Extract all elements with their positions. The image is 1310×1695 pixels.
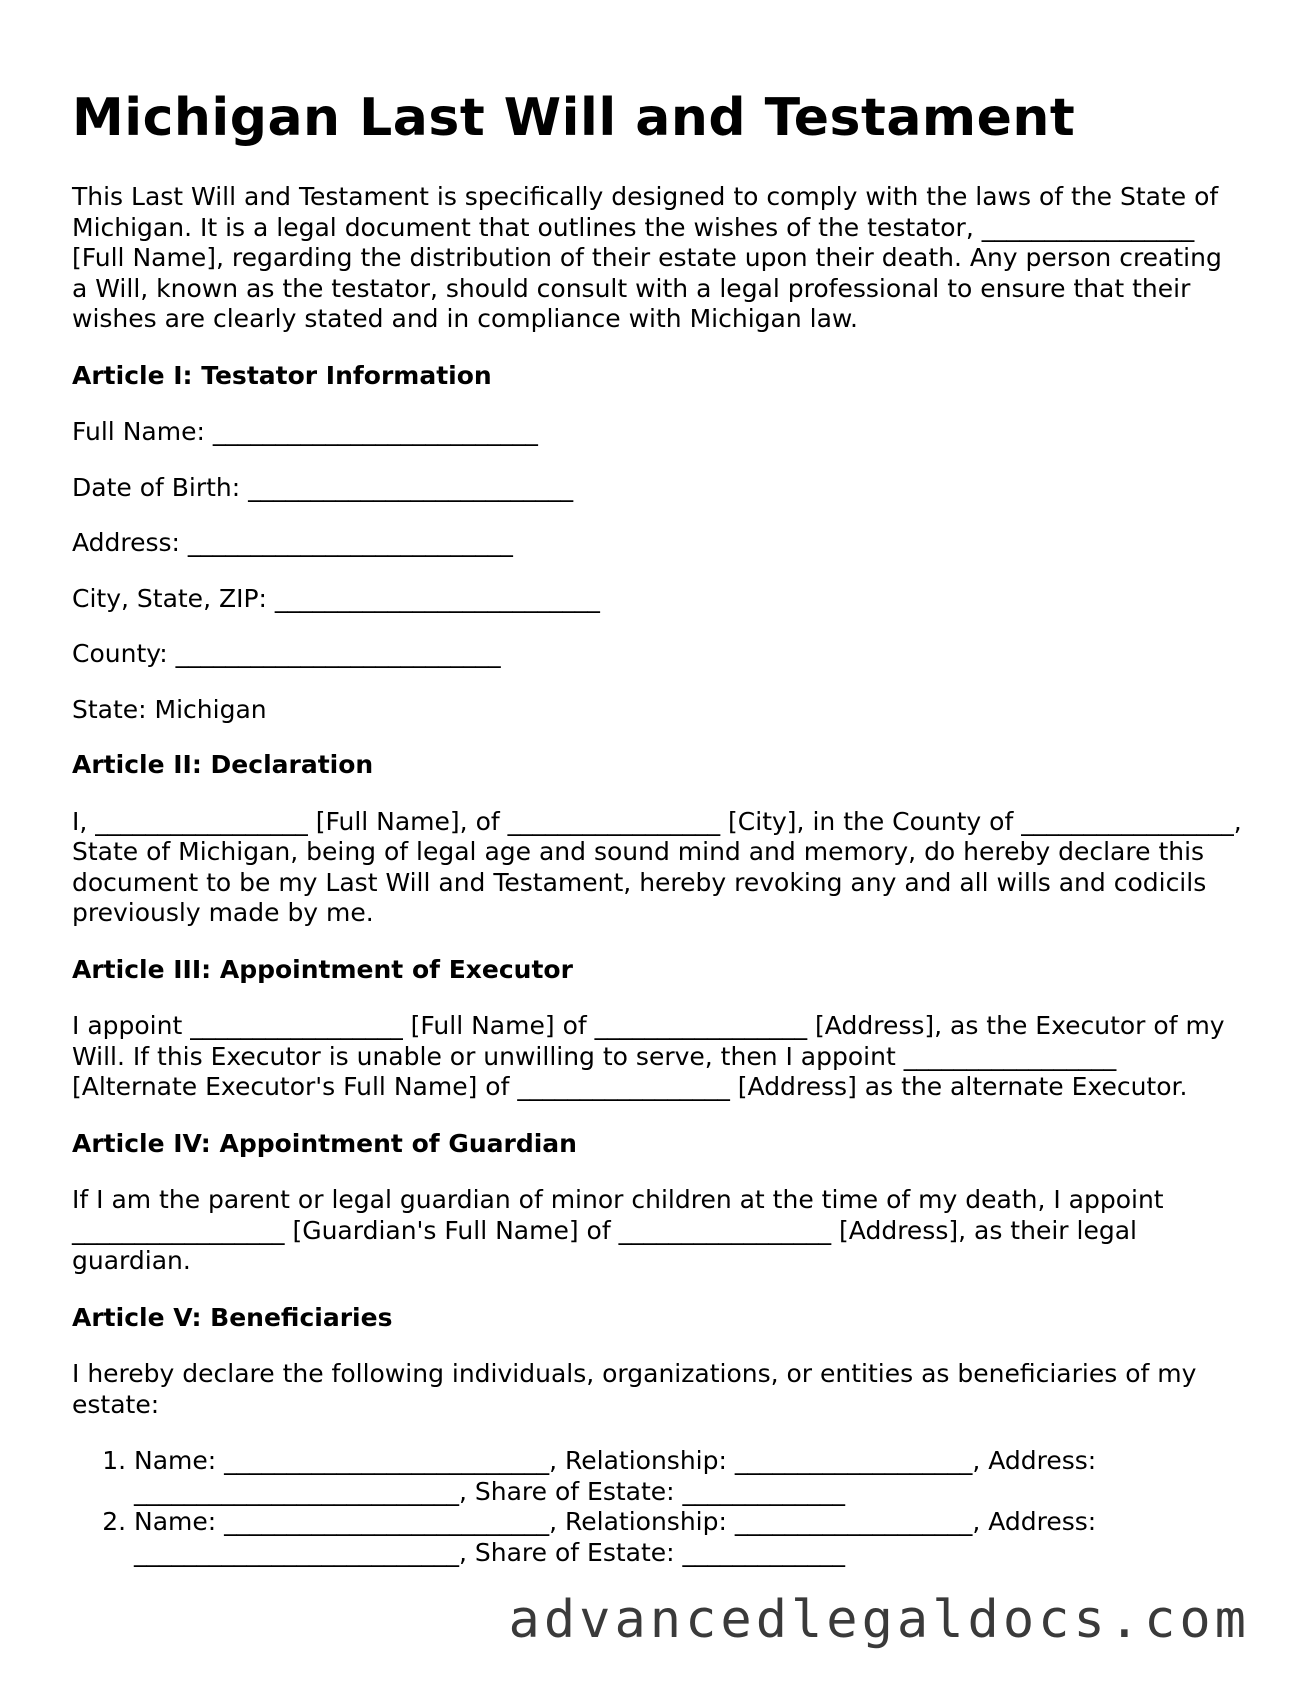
full-name-field: Full Name: __________________________ [72,417,538,446]
document-page [72,88,1242,1568]
list-item: 2. Name: __________________________, Relationship: ___________________, Address: __________________________, Share of Estate: _____________ [134,1507,1242,1568]
declaration-paragraph: I, _________________ [Full Name], of _________________ [City], in the County of _________________, State of Michigan, being of legal age and sound mind and memory, do hereby declare this document to be my Last Will and Testament, hereby revoking any and all wills and codicils previously made by me. [72,806,1242,927]
article-3-heading: Article III: Appointment of Executor [72,954,573,984]
executor-paragraph: I appoint _________________ [Full Name] of _________________ [Address], as the Executor of my Will. If this Executor is unable or unwilling to serve, then I appoint _________________ [Alternate Executor's Full Name] of _________________ [Address] as the alternate Executor. [72,1011,1225,1101]
beneficiaries-list [72,1446,1242,1568]
article-4-heading: Article IV: Appointment of Guardian [72,1128,577,1158]
article-5-heading: Article V: Beneficiaries [72,1302,393,1332]
document-title: Michigan Last Will and Testament [72,88,1076,148]
article-1-heading: Article I: Testator Information [72,360,492,390]
guardian-paragraph: If I am the parent or legal guardian of minor children at the time of my death, I appoint _________________ [Guardian's Full Name] of _________________ [Address], as their legal guardian. [72,1185,1164,1275]
watermark: advancedlegaldocs.com [508,1590,1250,1650]
address-field: Address: __________________________ [72,528,513,557]
list-item: 1. Name: __________________________, Relationship: ___________________, Address: __________________________, Share of Estate: _____________ [134,1446,1242,1507]
city-state-zip-field: City, State, ZIP: __________________________ [72,583,600,613]
state-field: State: Michigan [72,694,267,724]
article-2-heading: Article II: Declaration [72,750,374,779]
date-of-birth-field: Date of Birth: __________________________ [72,472,574,502]
county-field: County: __________________________ [72,639,501,668]
beneficiaries-paragraph: I hereby declare the following individuals, organizations, or entities as beneficiaries of my estate: [72,1359,1197,1419]
intro-paragraph: This Last Will and Testament is specifically designed to comply with the laws of the State of Michigan. It is a legal document that outlines the wishes of the testator, _________________ [Full Name], regarding the distribution of their estate upon their death. Any person creating a Will, known as the testator, should consult with a legal professional to ensure that their wishes are clearly stated and in compliance with Michigan law. [72,182,1222,333]
